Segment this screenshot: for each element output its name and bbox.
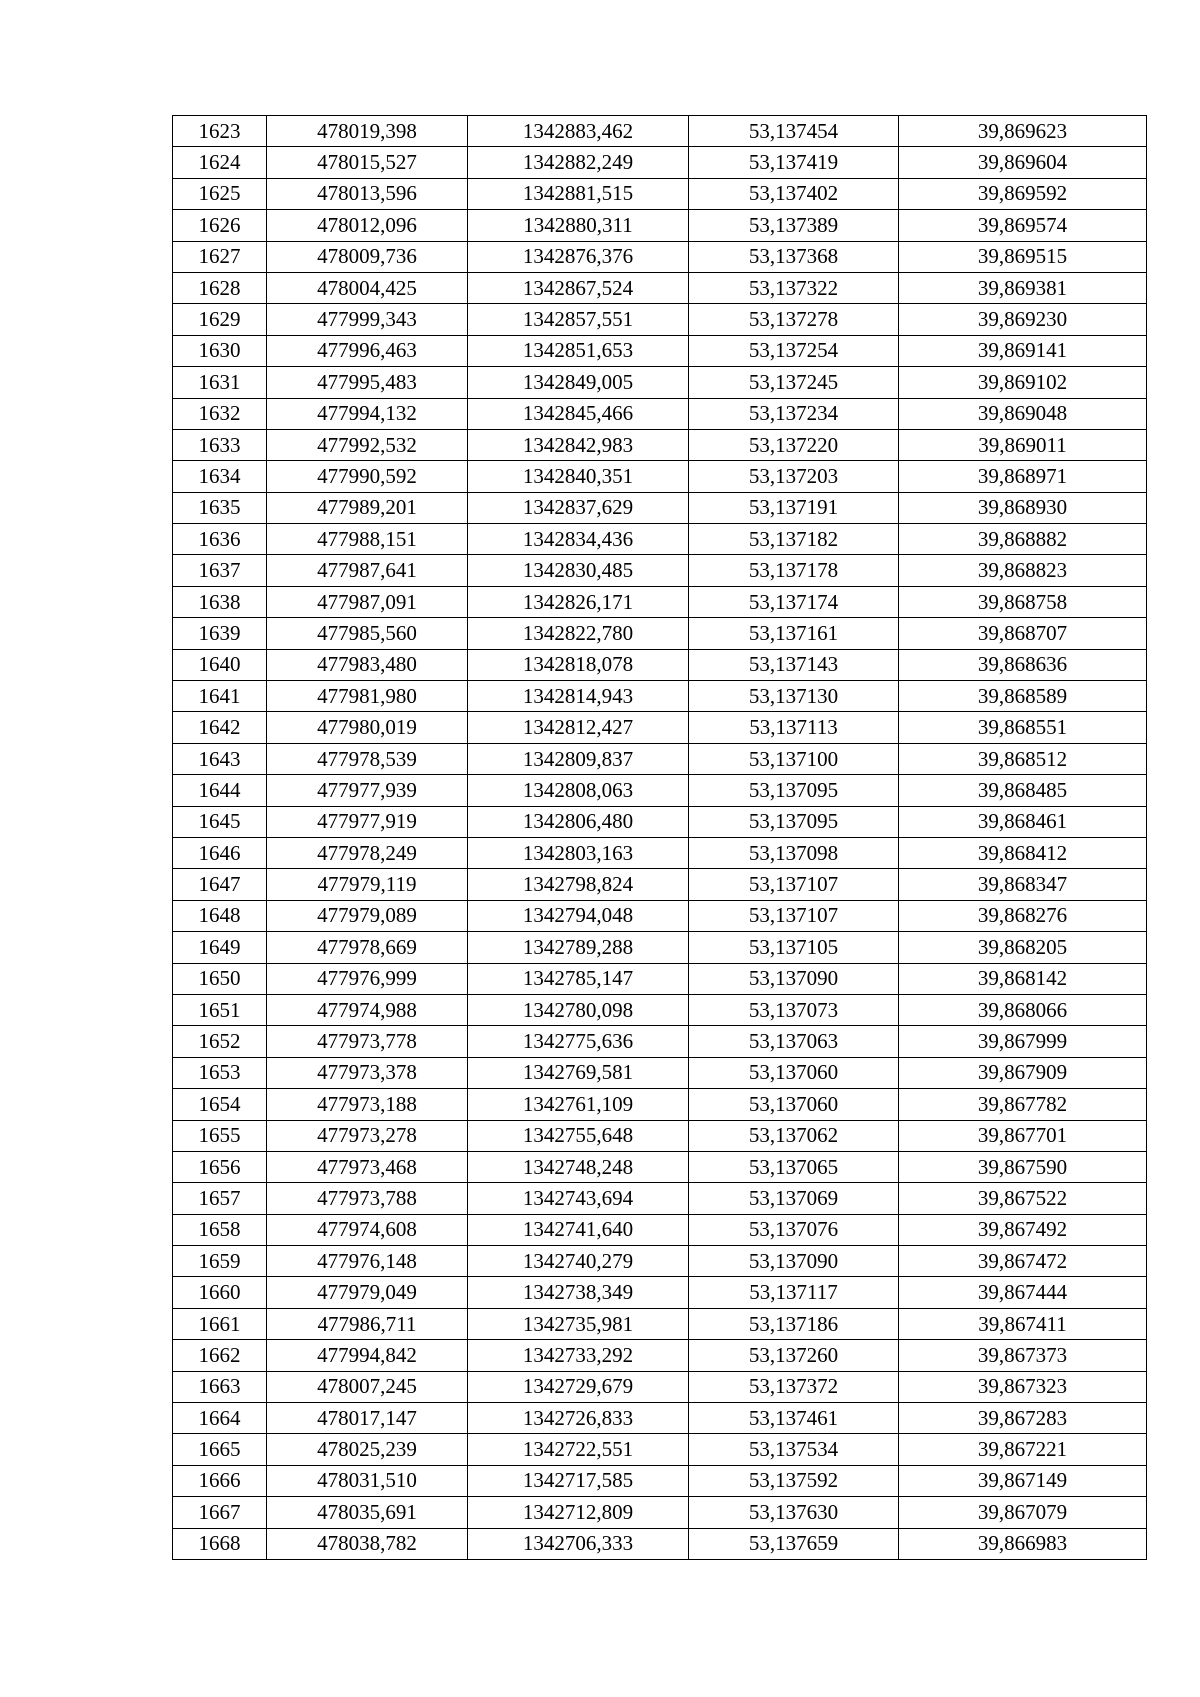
point-number-cell: 1658 bbox=[173, 1214, 267, 1245]
x-coordinate-cell: 477974,608 bbox=[267, 1214, 468, 1245]
longitude-cell: 39,868205 bbox=[899, 932, 1147, 963]
table-row bbox=[173, 335, 1147, 366]
x-coordinate-cell: 478013,596 bbox=[267, 178, 468, 209]
y-coordinate-cell: 1342748,248 bbox=[468, 1151, 689, 1182]
longitude-cell: 39,869048 bbox=[899, 398, 1147, 429]
table-row bbox=[173, 1151, 1147, 1182]
latitude-cell: 53,137073 bbox=[689, 994, 899, 1025]
latitude-cell: 53,137117 bbox=[689, 1277, 899, 1308]
latitude-cell: 53,137260 bbox=[689, 1340, 899, 1371]
latitude-cell: 53,137143 bbox=[689, 649, 899, 680]
y-coordinate-cell: 1342882,249 bbox=[468, 147, 689, 178]
longitude-cell: 39,868823 bbox=[899, 555, 1147, 586]
table-row bbox=[173, 429, 1147, 460]
y-coordinate-cell: 1342741,640 bbox=[468, 1214, 689, 1245]
longitude-cell: 39,869623 bbox=[899, 116, 1147, 147]
x-coordinate-cell: 477973,788 bbox=[267, 1183, 468, 1214]
table-row bbox=[173, 1308, 1147, 1339]
longitude-cell: 39,867909 bbox=[899, 1057, 1147, 1088]
latitude-cell: 53,137203 bbox=[689, 461, 899, 492]
table-row bbox=[173, 210, 1147, 241]
point-number-cell: 1646 bbox=[173, 837, 267, 868]
latitude-cell: 53,137278 bbox=[689, 304, 899, 335]
x-coordinate-cell: 478031,510 bbox=[267, 1465, 468, 1496]
point-number-cell: 1644 bbox=[173, 775, 267, 806]
point-number-cell: 1668 bbox=[173, 1528, 267, 1559]
x-coordinate-cell: 478038,782 bbox=[267, 1528, 468, 1559]
y-coordinate-cell: 1342738,349 bbox=[468, 1277, 689, 1308]
x-coordinate-cell: 478015,527 bbox=[267, 147, 468, 178]
y-coordinate-cell: 1342830,485 bbox=[468, 555, 689, 586]
latitude-cell: 53,137076 bbox=[689, 1214, 899, 1245]
latitude-cell: 53,137090 bbox=[689, 963, 899, 994]
point-number-cell: 1666 bbox=[173, 1465, 267, 1496]
point-number-cell: 1653 bbox=[173, 1057, 267, 1088]
y-coordinate-cell: 1342717,585 bbox=[468, 1465, 689, 1496]
table-row bbox=[173, 900, 1147, 931]
coordinates-table-body bbox=[173, 116, 1147, 1560]
table-row bbox=[173, 869, 1147, 900]
table-row bbox=[173, 1497, 1147, 1528]
latitude-cell: 53,137130 bbox=[689, 681, 899, 712]
y-coordinate-cell: 1342812,427 bbox=[468, 712, 689, 743]
latitude-cell: 53,137063 bbox=[689, 1026, 899, 1057]
table-row bbox=[173, 1434, 1147, 1465]
table-row bbox=[173, 178, 1147, 209]
table-row bbox=[173, 932, 1147, 963]
latitude-cell: 53,137090 bbox=[689, 1246, 899, 1277]
table-row bbox=[173, 775, 1147, 806]
latitude-cell: 53,137389 bbox=[689, 210, 899, 241]
longitude-cell: 39,868276 bbox=[899, 900, 1147, 931]
y-coordinate-cell: 1342809,837 bbox=[468, 743, 689, 774]
latitude-cell: 53,137069 bbox=[689, 1183, 899, 1214]
y-coordinate-cell: 1342851,653 bbox=[468, 335, 689, 366]
longitude-cell: 39,867590 bbox=[899, 1151, 1147, 1182]
table-row bbox=[173, 555, 1147, 586]
longitude-cell: 39,867149 bbox=[899, 1465, 1147, 1496]
longitude-cell: 39,869141 bbox=[899, 335, 1147, 366]
longitude-cell: 39,869102 bbox=[899, 367, 1147, 398]
x-coordinate-cell: 477992,532 bbox=[267, 429, 468, 460]
longitude-cell: 39,868485 bbox=[899, 775, 1147, 806]
x-coordinate-cell: 478012,096 bbox=[267, 210, 468, 241]
table-row bbox=[173, 712, 1147, 743]
table-row bbox=[173, 586, 1147, 617]
y-coordinate-cell: 1342818,078 bbox=[468, 649, 689, 680]
longitude-cell: 39,867444 bbox=[899, 1277, 1147, 1308]
y-coordinate-cell: 1342857,551 bbox=[468, 304, 689, 335]
table-row bbox=[173, 461, 1147, 492]
x-coordinate-cell: 478019,398 bbox=[267, 116, 468, 147]
latitude-cell: 53,137098 bbox=[689, 837, 899, 868]
table-row bbox=[173, 1246, 1147, 1277]
y-coordinate-cell: 1342803,163 bbox=[468, 837, 689, 868]
x-coordinate-cell: 478017,147 bbox=[267, 1403, 468, 1434]
table-row bbox=[173, 272, 1147, 303]
x-coordinate-cell: 477999,343 bbox=[267, 304, 468, 335]
table-row bbox=[173, 1403, 1147, 1434]
x-coordinate-cell: 477994,842 bbox=[267, 1340, 468, 1371]
x-coordinate-cell: 477987,641 bbox=[267, 555, 468, 586]
longitude-cell: 39,867323 bbox=[899, 1371, 1147, 1402]
y-coordinate-cell: 1342722,551 bbox=[468, 1434, 689, 1465]
point-number-cell: 1642 bbox=[173, 712, 267, 743]
latitude-cell: 53,137065 bbox=[689, 1151, 899, 1182]
longitude-cell: 39,868142 bbox=[899, 963, 1147, 994]
y-coordinate-cell: 1342735,981 bbox=[468, 1308, 689, 1339]
x-coordinate-cell: 477996,463 bbox=[267, 335, 468, 366]
longitude-cell: 39,868461 bbox=[899, 806, 1147, 837]
latitude-cell: 53,137454 bbox=[689, 116, 899, 147]
x-coordinate-cell: 477987,091 bbox=[267, 586, 468, 617]
point-number-cell: 1634 bbox=[173, 461, 267, 492]
latitude-cell: 53,137174 bbox=[689, 586, 899, 617]
longitude-cell: 39,867701 bbox=[899, 1120, 1147, 1151]
x-coordinate-cell: 478004,425 bbox=[267, 272, 468, 303]
table-row bbox=[173, 1089, 1147, 1120]
table-row bbox=[173, 1120, 1147, 1151]
latitude-cell: 53,137220 bbox=[689, 429, 899, 460]
point-number-cell: 1661 bbox=[173, 1308, 267, 1339]
latitude-cell: 53,137419 bbox=[689, 147, 899, 178]
x-coordinate-cell: 477977,919 bbox=[267, 806, 468, 837]
table-row bbox=[173, 837, 1147, 868]
x-coordinate-cell: 477986,711 bbox=[267, 1308, 468, 1339]
latitude-cell: 53,137186 bbox=[689, 1308, 899, 1339]
table-row bbox=[173, 147, 1147, 178]
latitude-cell: 53,137105 bbox=[689, 932, 899, 963]
x-coordinate-cell: 477980,019 bbox=[267, 712, 468, 743]
y-coordinate-cell: 1342798,824 bbox=[468, 869, 689, 900]
point-number-cell: 1628 bbox=[173, 272, 267, 303]
y-coordinate-cell: 1342881,515 bbox=[468, 178, 689, 209]
y-coordinate-cell: 1342849,005 bbox=[468, 367, 689, 398]
latitude-cell: 53,137368 bbox=[689, 241, 899, 272]
x-coordinate-cell: 477981,980 bbox=[267, 681, 468, 712]
longitude-cell: 39,869574 bbox=[899, 210, 1147, 241]
longitude-cell: 39,866983 bbox=[899, 1528, 1147, 1559]
point-number-cell: 1654 bbox=[173, 1089, 267, 1120]
point-number-cell: 1651 bbox=[173, 994, 267, 1025]
point-number-cell: 1637 bbox=[173, 555, 267, 586]
point-number-cell: 1633 bbox=[173, 429, 267, 460]
latitude-cell: 53,137182 bbox=[689, 524, 899, 555]
y-coordinate-cell: 1342814,943 bbox=[468, 681, 689, 712]
x-coordinate-cell: 477994,132 bbox=[267, 398, 468, 429]
x-coordinate-cell: 477973,378 bbox=[267, 1057, 468, 1088]
y-coordinate-cell: 1342785,147 bbox=[468, 963, 689, 994]
x-coordinate-cell: 477974,988 bbox=[267, 994, 468, 1025]
table-row bbox=[173, 304, 1147, 335]
longitude-cell: 39,868347 bbox=[899, 869, 1147, 900]
latitude-cell: 53,137592 bbox=[689, 1465, 899, 1496]
x-coordinate-cell: 477976,148 bbox=[267, 1246, 468, 1277]
y-coordinate-cell: 1342740,279 bbox=[468, 1246, 689, 1277]
point-number-cell: 1638 bbox=[173, 586, 267, 617]
table-row bbox=[173, 681, 1147, 712]
point-number-cell: 1647 bbox=[173, 869, 267, 900]
x-coordinate-cell: 477990,592 bbox=[267, 461, 468, 492]
point-number-cell: 1655 bbox=[173, 1120, 267, 1151]
latitude-cell: 53,137402 bbox=[689, 178, 899, 209]
latitude-cell: 53,137191 bbox=[689, 492, 899, 523]
x-coordinate-cell: 477977,939 bbox=[267, 775, 468, 806]
longitude-cell: 39,869604 bbox=[899, 147, 1147, 178]
x-coordinate-cell: 477983,480 bbox=[267, 649, 468, 680]
longitude-cell: 39,867221 bbox=[899, 1434, 1147, 1465]
point-number-cell: 1648 bbox=[173, 900, 267, 931]
longitude-cell: 39,868551 bbox=[899, 712, 1147, 743]
point-number-cell: 1640 bbox=[173, 649, 267, 680]
point-number-cell: 1626 bbox=[173, 210, 267, 241]
y-coordinate-cell: 1342880,311 bbox=[468, 210, 689, 241]
latitude-cell: 53,137060 bbox=[689, 1057, 899, 1088]
latitude-cell: 53,137107 bbox=[689, 869, 899, 900]
point-number-cell: 1632 bbox=[173, 398, 267, 429]
longitude-cell: 39,867492 bbox=[899, 1214, 1147, 1245]
point-number-cell: 1667 bbox=[173, 1497, 267, 1528]
y-coordinate-cell: 1342761,109 bbox=[468, 1089, 689, 1120]
longitude-cell: 39,867079 bbox=[899, 1497, 1147, 1528]
table-row bbox=[173, 963, 1147, 994]
longitude-cell: 39,869381 bbox=[899, 272, 1147, 303]
y-coordinate-cell: 1342794,048 bbox=[468, 900, 689, 931]
table-row bbox=[173, 241, 1147, 272]
y-coordinate-cell: 1342883,462 bbox=[468, 116, 689, 147]
longitude-cell: 39,868412 bbox=[899, 837, 1147, 868]
x-coordinate-cell: 477985,560 bbox=[267, 618, 468, 649]
y-coordinate-cell: 1342842,983 bbox=[468, 429, 689, 460]
point-number-cell: 1636 bbox=[173, 524, 267, 555]
latitude-cell: 53,137178 bbox=[689, 555, 899, 586]
latitude-cell: 53,137245 bbox=[689, 367, 899, 398]
table-row bbox=[173, 398, 1147, 429]
y-coordinate-cell: 1342706,333 bbox=[468, 1528, 689, 1559]
table-row bbox=[173, 1465, 1147, 1496]
point-number-cell: 1649 bbox=[173, 932, 267, 963]
table-row bbox=[173, 492, 1147, 523]
x-coordinate-cell: 477973,278 bbox=[267, 1120, 468, 1151]
latitude-cell: 53,137062 bbox=[689, 1120, 899, 1151]
point-number-cell: 1643 bbox=[173, 743, 267, 774]
coordinates-table bbox=[172, 115, 1147, 1560]
longitude-cell: 39,867472 bbox=[899, 1246, 1147, 1277]
point-number-cell: 1664 bbox=[173, 1403, 267, 1434]
point-number-cell: 1650 bbox=[173, 963, 267, 994]
longitude-cell: 39,867999 bbox=[899, 1026, 1147, 1057]
x-coordinate-cell: 477973,188 bbox=[267, 1089, 468, 1120]
y-coordinate-cell: 1342780,098 bbox=[468, 994, 689, 1025]
latitude-cell: 53,137100 bbox=[689, 743, 899, 774]
longitude-cell: 39,868930 bbox=[899, 492, 1147, 523]
point-number-cell: 1623 bbox=[173, 116, 267, 147]
point-number-cell: 1631 bbox=[173, 367, 267, 398]
longitude-cell: 39,867411 bbox=[899, 1308, 1147, 1339]
x-coordinate-cell: 477978,669 bbox=[267, 932, 468, 963]
x-coordinate-cell: 478025,239 bbox=[267, 1434, 468, 1465]
latitude-cell: 53,137113 bbox=[689, 712, 899, 743]
longitude-cell: 39,868066 bbox=[899, 994, 1147, 1025]
x-coordinate-cell: 477973,468 bbox=[267, 1151, 468, 1182]
latitude-cell: 53,137254 bbox=[689, 335, 899, 366]
latitude-cell: 53,137534 bbox=[689, 1434, 899, 1465]
table-row bbox=[173, 743, 1147, 774]
table-row bbox=[173, 524, 1147, 555]
latitude-cell: 53,137372 bbox=[689, 1371, 899, 1402]
y-coordinate-cell: 1342789,288 bbox=[468, 932, 689, 963]
x-coordinate-cell: 478007,245 bbox=[267, 1371, 468, 1402]
longitude-cell: 39,868589 bbox=[899, 681, 1147, 712]
point-number-cell: 1630 bbox=[173, 335, 267, 366]
point-number-cell: 1656 bbox=[173, 1151, 267, 1182]
x-coordinate-cell: 477979,049 bbox=[267, 1277, 468, 1308]
latitude-cell: 53,137095 bbox=[689, 775, 899, 806]
longitude-cell: 39,869515 bbox=[899, 241, 1147, 272]
latitude-cell: 53,137095 bbox=[689, 806, 899, 837]
y-coordinate-cell: 1342837,629 bbox=[468, 492, 689, 523]
y-coordinate-cell: 1342822,780 bbox=[468, 618, 689, 649]
y-coordinate-cell: 1342729,679 bbox=[468, 1371, 689, 1402]
y-coordinate-cell: 1342775,636 bbox=[468, 1026, 689, 1057]
longitude-cell: 39,867373 bbox=[899, 1340, 1147, 1371]
x-coordinate-cell: 477978,249 bbox=[267, 837, 468, 868]
latitude-cell: 53,137322 bbox=[689, 272, 899, 303]
x-coordinate-cell: 477989,201 bbox=[267, 492, 468, 523]
latitude-cell: 53,137234 bbox=[689, 398, 899, 429]
table-row bbox=[173, 994, 1147, 1025]
y-coordinate-cell: 1342867,524 bbox=[468, 272, 689, 303]
x-coordinate-cell: 477979,119 bbox=[267, 869, 468, 900]
y-coordinate-cell: 1342743,694 bbox=[468, 1183, 689, 1214]
point-number-cell: 1627 bbox=[173, 241, 267, 272]
x-coordinate-cell: 477978,539 bbox=[267, 743, 468, 774]
longitude-cell: 39,868636 bbox=[899, 649, 1147, 680]
x-coordinate-cell: 478035,691 bbox=[267, 1497, 468, 1528]
x-coordinate-cell: 477995,483 bbox=[267, 367, 468, 398]
point-number-cell: 1652 bbox=[173, 1026, 267, 1057]
point-number-cell: 1624 bbox=[173, 147, 267, 178]
latitude-cell: 53,137107 bbox=[689, 900, 899, 931]
longitude-cell: 39,869592 bbox=[899, 178, 1147, 209]
point-number-cell: 1641 bbox=[173, 681, 267, 712]
y-coordinate-cell: 1342876,376 bbox=[468, 241, 689, 272]
longitude-cell: 39,868512 bbox=[899, 743, 1147, 774]
y-coordinate-cell: 1342808,063 bbox=[468, 775, 689, 806]
y-coordinate-cell: 1342834,436 bbox=[468, 524, 689, 555]
longitude-cell: 39,869011 bbox=[899, 429, 1147, 460]
table-row bbox=[173, 806, 1147, 837]
table-row bbox=[173, 1277, 1147, 1308]
table-row bbox=[173, 1183, 1147, 1214]
y-coordinate-cell: 1342840,351 bbox=[468, 461, 689, 492]
table-row bbox=[173, 1528, 1147, 1559]
latitude-cell: 53,137161 bbox=[689, 618, 899, 649]
table-row bbox=[173, 1371, 1147, 1402]
x-coordinate-cell: 477973,778 bbox=[267, 1026, 468, 1057]
y-coordinate-cell: 1342845,466 bbox=[468, 398, 689, 429]
y-coordinate-cell: 1342726,833 bbox=[468, 1403, 689, 1434]
point-number-cell: 1639 bbox=[173, 618, 267, 649]
y-coordinate-cell: 1342755,648 bbox=[468, 1120, 689, 1151]
longitude-cell: 39,868971 bbox=[899, 461, 1147, 492]
point-number-cell: 1663 bbox=[173, 1371, 267, 1402]
table-row bbox=[173, 1057, 1147, 1088]
x-coordinate-cell: 478009,736 bbox=[267, 241, 468, 272]
table-row bbox=[173, 649, 1147, 680]
point-number-cell: 1659 bbox=[173, 1246, 267, 1277]
table-row bbox=[173, 1026, 1147, 1057]
x-coordinate-cell: 477976,999 bbox=[267, 963, 468, 994]
y-coordinate-cell: 1342733,292 bbox=[468, 1340, 689, 1371]
x-coordinate-cell: 477979,089 bbox=[267, 900, 468, 931]
longitude-cell: 39,868882 bbox=[899, 524, 1147, 555]
longitude-cell: 39,868707 bbox=[899, 618, 1147, 649]
longitude-cell: 39,869230 bbox=[899, 304, 1147, 335]
y-coordinate-cell: 1342806,480 bbox=[468, 806, 689, 837]
point-number-cell: 1662 bbox=[173, 1340, 267, 1371]
x-coordinate-cell: 477988,151 bbox=[267, 524, 468, 555]
latitude-cell: 53,137630 bbox=[689, 1497, 899, 1528]
point-number-cell: 1625 bbox=[173, 178, 267, 209]
y-coordinate-cell: 1342769,581 bbox=[468, 1057, 689, 1088]
longitude-cell: 39,867283 bbox=[899, 1403, 1147, 1434]
latitude-cell: 53,137060 bbox=[689, 1089, 899, 1120]
table-row bbox=[173, 1214, 1147, 1245]
point-number-cell: 1635 bbox=[173, 492, 267, 523]
point-number-cell: 1645 bbox=[173, 806, 267, 837]
point-number-cell: 1629 bbox=[173, 304, 267, 335]
point-number-cell: 1660 bbox=[173, 1277, 267, 1308]
y-coordinate-cell: 1342826,171 bbox=[468, 586, 689, 617]
y-coordinate-cell: 1342712,809 bbox=[468, 1497, 689, 1528]
table-row bbox=[173, 367, 1147, 398]
table-row bbox=[173, 116, 1147, 147]
table-row bbox=[173, 1340, 1147, 1371]
latitude-cell: 53,137461 bbox=[689, 1403, 899, 1434]
point-number-cell: 1657 bbox=[173, 1183, 267, 1214]
longitude-cell: 39,868758 bbox=[899, 586, 1147, 617]
table-row bbox=[173, 618, 1147, 649]
point-number-cell: 1665 bbox=[173, 1434, 267, 1465]
latitude-cell: 53,137659 bbox=[689, 1528, 899, 1559]
longitude-cell: 39,867782 bbox=[899, 1089, 1147, 1120]
longitude-cell: 39,867522 bbox=[899, 1183, 1147, 1214]
